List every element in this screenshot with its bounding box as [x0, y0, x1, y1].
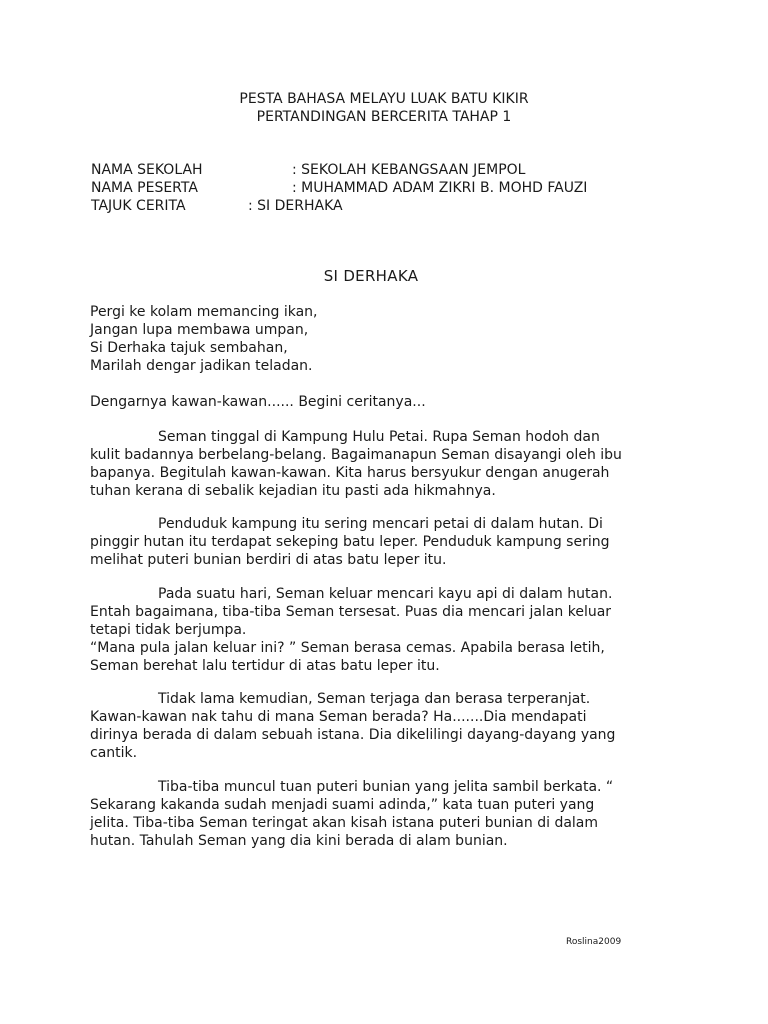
paragraph-line: melihat puteri bunian berdiri di atas batu leper itu.: [90, 552, 447, 568]
paragraph-5: [90, 778, 650, 850]
paragraph-line: tuhan kerana di sebalik kejadian itu pasti ada hikmahnya.: [90, 483, 496, 499]
paragraph-line: Seman berehat lalu tertidur di atas batu leper itu.: [90, 658, 440, 674]
paragraph-line: pinggir hutan itu terdapat sekeping batu leper. Penduduk kampung sering: [90, 534, 610, 550]
paragraph-line: hutan. Tahulah Seman yang dia kini berada di alam bunian.: [90, 833, 508, 849]
pantun-block: [90, 303, 650, 375]
paragraph-line: “Mana pula jalan keluar ini? ” Seman berasa cemas. Apabila berasa letih,: [90, 640, 605, 656]
participant-label: NAMA PESERTA: [91, 180, 198, 196]
participant-value: : MUHAMMAD ADAM ZIKRI B. MOHD FAUZI: [292, 180, 588, 196]
title-value: : SI DERHAKA: [248, 198, 343, 214]
paragraph-line: Kawan-kawan nak tahu di mana Seman berada? Ha.......Dia mendapati: [90, 709, 587, 725]
paragraph-1: [90, 428, 650, 500]
paragraph-line: jelita. Tiba-tiba Seman teringat akan kisah istana puteri bunian di dalam: [90, 815, 599, 831]
paragraph-line: Seman tinggal di Kampung Hulu Petai. Rupa Seman hodoh dan: [158, 429, 600, 445]
paragraph-line: Penduduk kampung itu sering mencari petai di dalam hutan. Di: [158, 516, 603, 532]
paragraph-2: [90, 515, 650, 569]
pantun-line: Marilah dengar jadikan teladan.: [90, 358, 313, 374]
paragraph-line: cantik.: [90, 745, 138, 761]
title-label: TAJUK CERITA: [91, 198, 186, 214]
paragraph-line: Tidak lama kemudian, Seman terjaga dan berasa terperanjat.: [158, 691, 591, 707]
paragraph-3: [90, 585, 650, 675]
header-line-1: PESTA BAHASA MELAYU LUAK BATU KIKIR: [239, 91, 529, 107]
paragraph-line: Entah bagaimana, tiba-tiba Seman tersesat. Puas dia mencari jalan keluar: [90, 604, 612, 620]
header-line-2: PERTANDINGAN BERCERITA TAHAP 1: [256, 109, 512, 125]
intro-line: [90, 393, 650, 411]
school-value: : SEKOLAH KEBANGSAAN JEMPOL: [292, 162, 526, 178]
pantun-line: Pergi ke kolam memancing ikan,: [90, 304, 318, 320]
school-label: NAMA SEKOLAH: [91, 162, 203, 178]
paragraph-line: tetapi tidak berjumpa.: [90, 622, 247, 638]
pantun-line: Jangan lupa membawa umpan,: [90, 322, 309, 338]
paragraph-line: Pada suatu hari, Seman keluar mencari kayu api di dalam hutan.: [158, 586, 613, 602]
paragraph-line: kulit badannya berbelang-belang. Bagaimanapun Seman disayangi oleh ibu: [90, 447, 622, 463]
story-title: SI DERHAKA: [323, 267, 419, 285]
footer-credit: Roslina2009: [566, 937, 622, 947]
paragraph-4: [90, 690, 650, 762]
paragraph-line: Tiba-tiba muncul tuan puteri bunian yang jelita sambil berkata. “: [158, 779, 614, 795]
pantun-line: Si Derhaka tajuk sembahan,: [90, 340, 288, 356]
paragraph-line: bapanya. Begitulah kawan-kawan. Kita harus bersyukur dengan anugerah: [90, 465, 610, 481]
paragraph-line: dirinya berada di dalam sebuah istana. Dia dikelilingi dayang-dayang yang: [90, 727, 616, 743]
paragraph-line: Sekarang kakanda sudah menjadi suami adinda,” kata tuan puteri yang: [90, 797, 595, 813]
intro-text: Dengarnya kawan-kawan...... Begini ceritanya...: [90, 394, 426, 410]
